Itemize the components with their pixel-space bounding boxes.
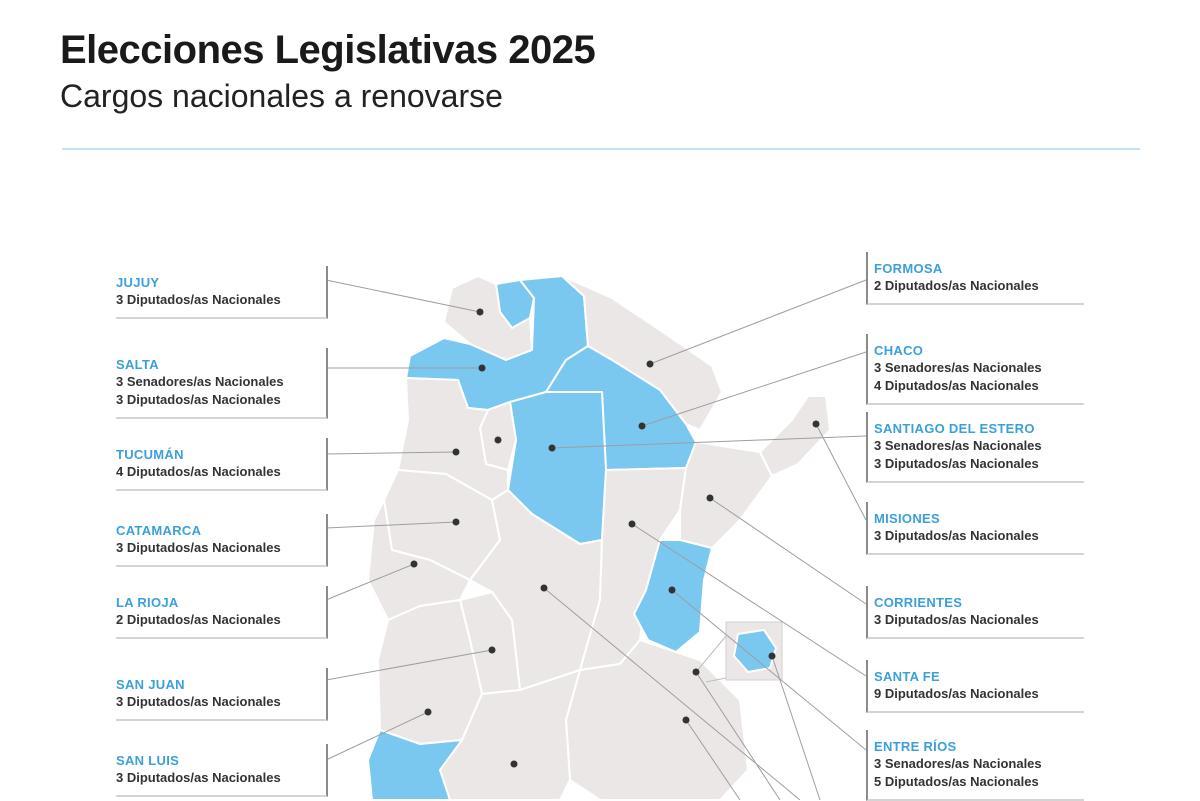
seats-line: 4 Diputados/as Nacionales	[874, 378, 1039, 393]
seats-line: 3 Diputados/as Nacionales	[116, 694, 281, 709]
seats-line: 3 Diputados/as Nacionales	[116, 770, 281, 785]
seats-line: 3 Diputados/as Nacionales	[874, 528, 1039, 543]
label-santiago-del-estero	[866, 412, 1084, 483]
seats-line: 3 Senadores/as Nacionales	[116, 374, 284, 389]
province-name: SAN JUAN	[116, 677, 185, 692]
province-name: TUCUMÁN	[116, 447, 184, 462]
label-jujuy	[116, 266, 328, 319]
label-chaco	[866, 334, 1084, 405]
seats-line: 2 Diputados/as Nacionales	[874, 278, 1039, 293]
seats-line: 3 Diputados/as Nacionales	[116, 540, 281, 555]
province-name: MISIONES	[874, 511, 940, 526]
province-name: JUJUY	[116, 275, 160, 290]
province-mendoza[interactable]	[378, 600, 482, 744]
seats-line: 3 Diputados/as Nacionales	[116, 392, 281, 407]
province-name: SAN LUIS	[116, 753, 180, 768]
label-san-luis	[116, 744, 328, 797]
province-name: SANTA FE	[874, 669, 940, 684]
seats-line: 3 Diputados/as Nacionales	[874, 612, 1039, 627]
province-corrientes[interactable]	[680, 442, 772, 548]
page-title: Elecciones Legislativas 2025	[60, 28, 596, 72]
province-name: CHACO	[874, 343, 924, 358]
label-tucuman	[116, 438, 328, 491]
seats-line: 3 Diputados/as Nacionales	[874, 456, 1039, 471]
label-salta	[116, 348, 328, 419]
seats-line: 9 Diputados/as Nacionales	[874, 686, 1039, 701]
label-santa-fe	[866, 660, 1084, 713]
seats-line: 3 Senadores/as Nacionales	[874, 360, 1042, 375]
province-name: ENTRE RÍOS	[874, 739, 957, 754]
label-misiones	[866, 502, 1084, 555]
seats-line: 4 Diputados/as Nacionales	[116, 464, 281, 479]
seats-line: 2 Diputados/as Nacionales	[116, 612, 281, 627]
seats-line: 3 Senadores/as Nacionales	[874, 438, 1042, 453]
province-name: LA RIOJA	[116, 595, 179, 610]
page-subtitle: Cargos nacionales a renovarse	[60, 78, 503, 114]
province-name: CATAMARCA	[116, 523, 202, 538]
province-name: CORRIENTES	[874, 595, 963, 610]
seats-line: 3 Senadores/as Nacionales	[874, 756, 1042, 771]
label-corrientes	[866, 586, 1084, 639]
label-formosa	[866, 252, 1084, 305]
label-la-rioja	[116, 586, 328, 639]
seats-line: 3 Diputados/as Nacionales	[116, 292, 281, 307]
label-entre-rios	[866, 730, 1084, 801]
seats-line: 5 Diputados/as Nacionales	[874, 774, 1039, 789]
province-name: SALTA	[116, 357, 159, 372]
province-misiones[interactable]	[760, 396, 830, 476]
label-catamarca	[116, 514, 328, 567]
province-name: FORMOSA	[874, 261, 943, 276]
label-san-juan	[116, 668, 328, 721]
province-name: SANTIAGO DEL ESTERO	[874, 421, 1035, 436]
